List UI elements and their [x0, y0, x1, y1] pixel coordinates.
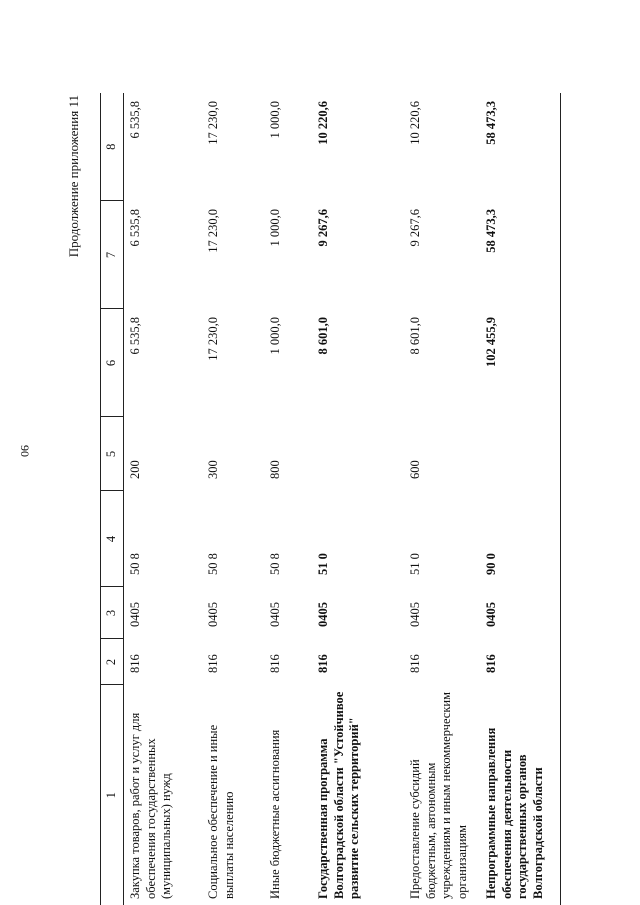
row-name: Закупка товаров, работ и услуг для обеспечения государственных (муниципальных) нужд	[128, 712, 174, 899]
amount-col-7: 9 267,6	[408, 209, 422, 247]
amount-col-7: 17 230,0	[206, 209, 220, 253]
amount-col-6: 1 000,0	[268, 317, 282, 355]
expense-type-code: 200	[128, 460, 142, 479]
section-code: 0405	[206, 602, 220, 627]
expense-type-code	[312, 417, 404, 491]
budget-table	[100, 93, 561, 905]
table-header-row	[101, 93, 124, 905]
expense-type-code: 800	[268, 460, 282, 479]
rotated-page-content	[66, 45, 560, 905]
amount-col-8: 58 473,3	[480, 93, 561, 201]
amount-col-8: 1 000,0	[268, 101, 282, 139]
row-name: Предоставление субсидий бюджетным, автономным учреждениям и иным некоммерческим организациям	[408, 691, 469, 899]
target-article-code: 51 0	[316, 553, 330, 575]
target-article-code: 50 8	[268, 553, 282, 575]
amount-col-8: 17 230,0	[206, 101, 220, 145]
amount-col-6: 102 455,9	[480, 309, 561, 417]
target-article-code: 90 0	[480, 491, 561, 587]
column-header: 8	[101, 93, 124, 201]
ministry-code: 816	[408, 654, 422, 673]
ministry-code: 816	[480, 639, 561, 685]
table-row	[202, 93, 264, 905]
section-code: 0405	[316, 602, 330, 627]
ministry-code: 816	[128, 654, 142, 673]
table-row	[480, 93, 561, 905]
row-name: Государственная программа Волгоградской области "Устойчивое развитие сельских территорий"	[316, 691, 362, 899]
target-article-code: 50 8	[206, 553, 220, 575]
table-row	[124, 93, 203, 905]
column-header: 6	[101, 309, 124, 417]
row-name: Непрограммные направления обеспечения деятельности государственных органов Волгоградской области	[480, 685, 561, 905]
row-name: Иные бюджетные ассигнования	[268, 729, 282, 899]
column-header: 4	[101, 491, 124, 587]
column-header: 2	[101, 639, 124, 685]
amount-col-6: 8 601,0	[316, 317, 330, 355]
target-article-code: 51 0	[408, 553, 422, 575]
table-row	[264, 93, 312, 905]
section-code: 0405	[268, 602, 282, 627]
section-code: 0405	[480, 587, 561, 639]
section-code: 0405	[128, 602, 142, 627]
column-header: 7	[101, 201, 124, 309]
expense-type-code	[480, 417, 561, 491]
amount-col-6: 8 601,0	[408, 317, 422, 355]
expense-type-code: 600	[408, 460, 422, 479]
amount-col-7: 1 000,0	[268, 209, 282, 247]
amount-col-7: 6 535,8	[128, 209, 142, 247]
amount-col-8: 10 220,6	[316, 101, 330, 145]
amount-col-6: 17 230,0	[206, 317, 220, 361]
amount-col-7: 9 267,6	[316, 209, 330, 247]
table-row	[312, 93, 404, 905]
expense-type-code: 300	[206, 460, 220, 479]
amount-col-8: 6 535,8	[128, 101, 142, 139]
page-number: 90	[18, 445, 32, 457]
column-header: 5	[101, 417, 124, 491]
column-header: 1	[101, 685, 124, 905]
ministry-code: 816	[206, 654, 220, 673]
row-name: Социальное обеспечение и иные выплаты населению	[206, 724, 236, 899]
appendix-caption: Продолжение приложения 11	[66, 95, 81, 258]
table-row	[404, 93, 480, 905]
ministry-code: 816	[268, 654, 282, 673]
amount-col-6: 6 535,8	[128, 317, 142, 355]
amount-col-7: 58 473,3	[480, 201, 561, 309]
ministry-code: 816	[316, 654, 330, 673]
amount-col-8: 10 220,6	[408, 101, 422, 145]
column-header: 3	[101, 587, 124, 639]
target-article-code: 50 8	[128, 553, 142, 575]
section-code: 0405	[408, 602, 422, 627]
